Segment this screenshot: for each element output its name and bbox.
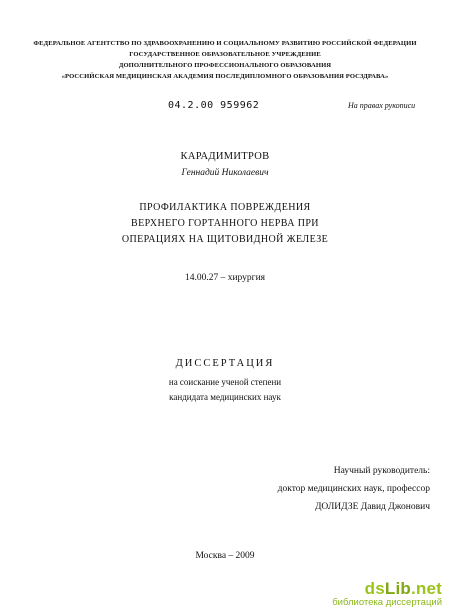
title-line: ПРОФИЛАКТИКА ПОВРЕЖДЕНИЯ (139, 202, 311, 213)
degree-line: на соискание ученой степени (168, 377, 282, 387)
institution-header (0, 38, 450, 82)
rights-note: На правах рукописи (348, 101, 416, 110)
advisor-degree: доктор медицинских наук, профессор (277, 484, 430, 494)
advisor-name: ДОЛИДЗЕ Давид Джонович (314, 502, 430, 512)
degree-line: кандидата медицинских наук (169, 392, 281, 402)
catalog-stamp: 04.2.00 959962 (168, 100, 260, 111)
title-line: ВЕРХНЕГО ГОРТАННОГО НЕРВА ПРИ (131, 218, 319, 229)
dissertation-title (0, 200, 450, 248)
dissertation-label: ДИССЕРТАЦИЯ (175, 358, 275, 369)
header-line: ДОПОЛНИТЕЛЬНОГО ПРОФЕССИОНАЛЬНОГО ОБРАЗОВАНИЯ (118, 62, 332, 69)
author-name: Геннадий Николаевич (181, 168, 269, 178)
header-line: ФЕДЕРАЛЬНОЕ АГЕНТСТВО ПО ЗДРАВООХРАНЕНИЮ И СОЦИАЛЬНОМУ РАЗВИТИЮ РОССИЙСКОЙ ФЕДЕРАЦИИ (33, 40, 417, 47)
specialty: 14.00.27 – хирургия (184, 273, 266, 283)
title-line: ОПЕРАЦИЯХ НА ЩИТОВИДНОЙ ЖЕЛЕЗЕ (121, 234, 329, 245)
watermark-caption: библиотека диссертаций (332, 597, 442, 608)
header-line: «РОССИЙСКАЯ МЕДИЦИНСКАЯ АКАДЕМИЯ ПОСЛЕДИПЛОМНОГО ОБРАЗОВАНИЯ РОСЗДРАВА» (61, 73, 389, 80)
watermark-logo: dsLib.net (364, 579, 442, 598)
header-line: ГОСУДАРСТВЕННОЕ ОБРАЗОВАТЕЛЬНОЕ УЧРЕЖДЕНИЕ (129, 51, 321, 58)
city-year: Москва – 2009 (195, 551, 255, 561)
author-surname: КАРАДИМИТРОВ (180, 151, 270, 162)
degree-info (0, 375, 450, 405)
advisor-role: Научный руководитель: (333, 466, 430, 476)
advisor-block (200, 462, 430, 516)
dslib-watermark (282, 579, 442, 608)
